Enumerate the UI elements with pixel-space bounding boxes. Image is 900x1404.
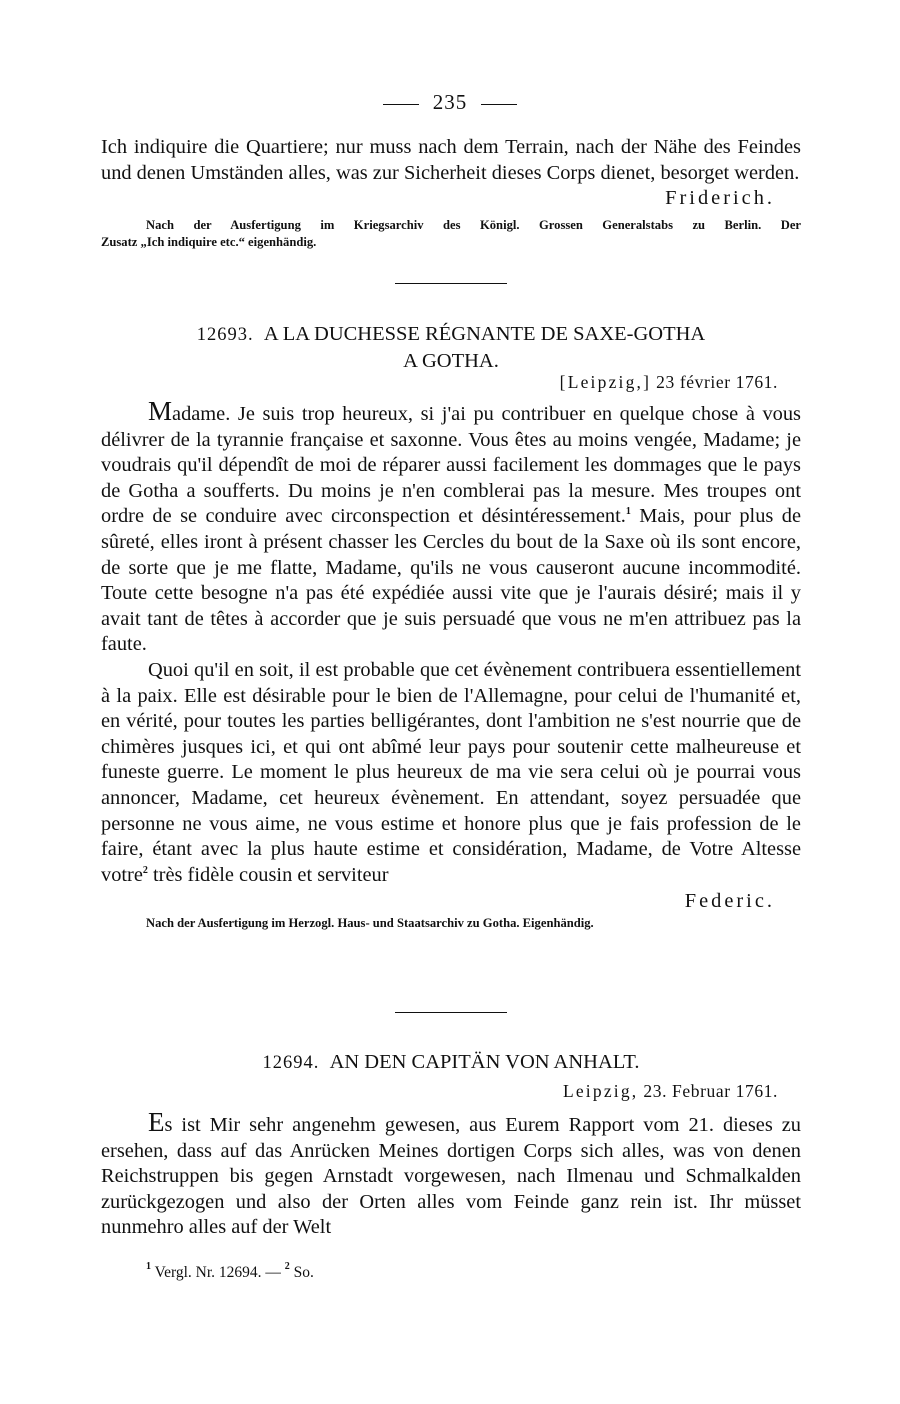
letter-12693-dateline [560, 372, 778, 393]
letter-12694-paragraph-1 [101, 1107, 801, 1241]
top-source-line-2: Zusatz „Ich indiquire etc.“ eigenhändig. [101, 235, 317, 250]
letter-12693-date: 23 février 1761. [656, 372, 778, 392]
letter-12693-source-note: Nach der Ausfertigung im Herzogl. Haus- und Staatsarchiv zu Gotha. Eigenhändig. [146, 916, 594, 931]
page-number-text: 235 [432, 90, 468, 114]
footnote-2-mark: 2 [284, 1261, 290, 1272]
letter-12693-number: 12693. [196, 325, 254, 345]
letter-12693-title: A LA DUCHESSE RÉGNANTE DE SAXE-GOTHA [263, 323, 706, 345]
letter-12693-heading-line-2: A GOTHA. [403, 350, 499, 372]
letter-12693-dropcap: M [148, 396, 173, 426]
section-divider-2 [395, 1012, 507, 1013]
letter-12694-dropcap: E [148, 1107, 165, 1137]
letter-12694-heading [101, 1049, 801, 1076]
letter-12693-paragraph-1 [101, 396, 801, 658]
letter-12693-paragraph-1-part-1: adame. Je suis trop heureux, si j'ai pu contribuer en quelque chose à vous délivrer de la tyrannie française et saxonne. Vous êtes au moins vengée, Madame; je voudrais qu'il dépendît de moi de réparer aussi facilement les dommages que le pays de Gotha a soufferts. Du moins je n'en comblerai pas la mesure. Mes troupes ont ordre de se conduire avec circonspection et désintéressement. [101, 403, 801, 528]
top-source-note [101, 217, 801, 251]
top-block [101, 135, 801, 251]
letter-12693-heading-line-1 [101, 321, 801, 348]
letter-12694-dateline [563, 1081, 778, 1102]
letter-12693-place: [Leipzig,] [559, 372, 652, 392]
letter-12693-paragraph-2-part-2: très fidèle cousin et serviteur [147, 863, 389, 886]
footnote-ref-2: 2 [142, 864, 148, 876]
top-source-line-1: Nach der Ausfertigung im Kriegsarchiv des Königl. Grossen Generalstabs zu Berlin. Der [146, 218, 801, 233]
signature-friderich: Friderich. [665, 187, 775, 210]
page-number-dash-right [481, 104, 517, 105]
letter-12694-paragraph-1-text: s ist Mir sehr angenehm gewesen, aus Eurem Rapport vom 21. dieses zu ersehen, dass auf das Anrücken Meines dortigen Corps sich alles, was von denen Reichstruppen bis gegen Arnstadt vorgewesen, nach Ilmenau und Schmalkalden zurückgezogen und also der Orten alles vom Feinde ganz rein ist. Ihr müsset nunmehro alles auf der Welt [101, 1114, 801, 1239]
letter-12694-number: 12694. [262, 1053, 320, 1073]
page-number-dash-left [383, 104, 419, 105]
footnote-1-text: Vergl. Nr. 12694. [151, 1264, 262, 1281]
footnote-1-mark: 1 [146, 1261, 151, 1272]
letter-12693-heading [101, 321, 801, 374]
page-number [0, 90, 900, 115]
footnote-2-text: So. [289, 1264, 314, 1281]
letter-12694-heading-line [101, 1049, 801, 1076]
footnotes [146, 1261, 314, 1282]
footnote-separator: — [261, 1264, 285, 1281]
letter-12693-paragraph-2 [101, 658, 801, 888]
letter-12694-title: AN DEN CAPITÄN VON ANHALT. [329, 1051, 640, 1073]
signature-federic: Federic. [684, 890, 775, 913]
letter-12694-body [101, 1107, 801, 1241]
letter-12693-paragraph-2-part-1: Quoi qu'il en soit, il est probable que cet évènement contribuera essentiellement à la paix. Elle est désirable pour le bien de l'Allemagne, pour celui de l'humanité et, en vérité, pour toutes les parties belligérantes, dont l'ambition ne s'est nourrie que de chimères jusques ici, et qui ont abîmé leur pays pour soutenir cette malheureuse et funeste guerre. Le moment le plus heureux de ma vie sera celui où je pourrai vous annoncer, Madame, cet heureux évènement. En attendant, soyez persuadée que personne ne vous aime, ne vous estime et honore plus que je fais profession de le faire, étant avec la plus haute estime et considération, Madame, de Votre Altesse votre [101, 658, 801, 886]
footnote-ref-1: 1 [625, 506, 631, 518]
letter-12694-place: Leipzig, [562, 1081, 639, 1101]
letter-12693-body [101, 396, 801, 932]
section-divider-1 [395, 283, 507, 284]
letter-12693-paragraph-1-part-2: Mais, pour plus de sûreté, elles iront à présent chasser les Cercles du bout de la Saxe où ils sont encore, de sorte que je me flatte, Madame, qu'ils ne vous causeront aucune incommodité. Toute cette besogne n'a pas été expédiée aussi vite que je l'aurais désiré; mais il y avait tant de têtes à accorder que je suis persuadé que vous ne m'en attribuez pas la faute. [101, 505, 801, 656]
letter-12694-date: 23. Februar 1761. [643, 1081, 778, 1101]
top-paragraph: Ich indiquire die Quartiere; nur muss nach dem Terrain, nach der Nähe des Feindes und denen Umständen alles, was zur Sicherheit dieses Corps dienet, besorget werden. [101, 136, 801, 184]
